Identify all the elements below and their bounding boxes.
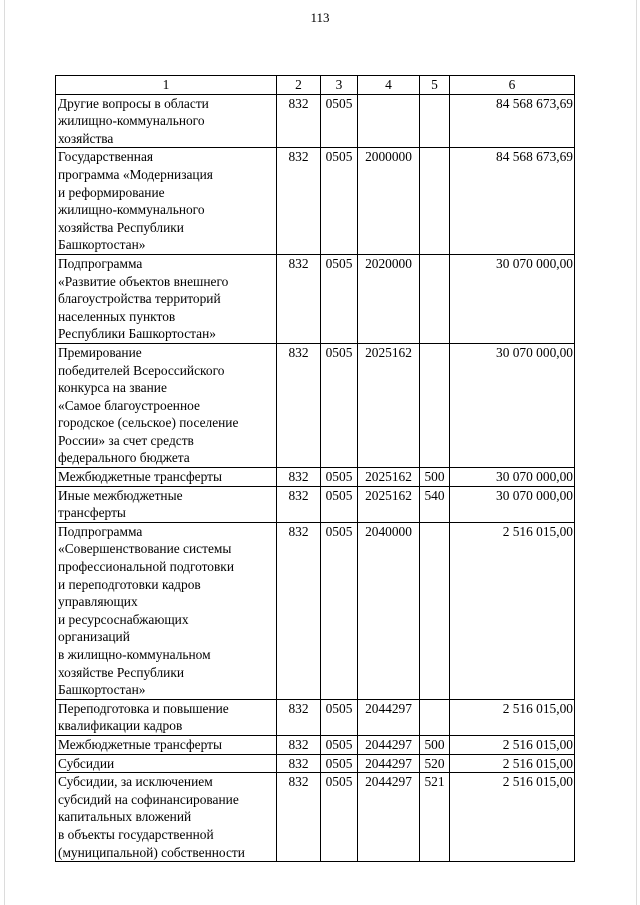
row-code-expense-type bbox=[420, 254, 450, 343]
row-amount: 2 516 015,00 bbox=[450, 754, 575, 773]
row-amount: 30 070 000,00 bbox=[450, 343, 575, 467]
row-code-ministry: 832 bbox=[277, 254, 321, 343]
row-code-section: 0505 bbox=[321, 754, 358, 773]
row-amount: 84 568 673,69 bbox=[450, 94, 575, 148]
row-code-section: 0505 bbox=[321, 522, 358, 699]
row-name: Государственная программа «Модернизация и реформирование жилищно-коммунального хозяйства Республики Башкортостан» bbox=[56, 148, 277, 255]
row-code-target: 2025162 bbox=[358, 468, 420, 487]
row-code-expense-type bbox=[420, 699, 450, 735]
header-col-5: 5 bbox=[420, 76, 450, 95]
row-code-section: 0505 bbox=[321, 148, 358, 255]
row-code-ministry: 832 bbox=[277, 468, 321, 487]
row-code-section: 0505 bbox=[321, 735, 358, 754]
row-code-expense-type: 540 bbox=[420, 486, 450, 522]
header-col-1: 1 bbox=[56, 76, 277, 95]
row-amount: 2 516 015,00 bbox=[450, 735, 575, 754]
row-code-section: 0505 bbox=[321, 254, 358, 343]
header-col-4: 4 bbox=[358, 76, 420, 95]
row-code-ministry: 832 bbox=[277, 735, 321, 754]
row-code-target: 2000000 bbox=[358, 148, 420, 255]
row-code-section: 0505 bbox=[321, 699, 358, 735]
table-row bbox=[56, 754, 575, 773]
header-col-6: 6 bbox=[450, 76, 575, 95]
row-code-section: 0505 bbox=[321, 773, 358, 862]
row-amount: 84 568 673,69 bbox=[450, 148, 575, 255]
row-code-target: 2044297 bbox=[358, 735, 420, 754]
header-col-2: 2 bbox=[277, 76, 321, 95]
row-code-expense-type bbox=[420, 94, 450, 148]
scan-edge-left bbox=[4, 0, 5, 905]
row-name: Межбюджетные трансферты bbox=[56, 735, 277, 754]
scan-edge-right bbox=[636, 0, 637, 905]
table-row bbox=[56, 522, 575, 699]
row-code-target: 2044297 bbox=[358, 773, 420, 862]
table-row bbox=[56, 94, 575, 148]
row-amount: 2 516 015,00 bbox=[450, 522, 575, 699]
row-code-ministry: 832 bbox=[277, 486, 321, 522]
row-code-expense-type: 500 bbox=[420, 468, 450, 487]
table-row bbox=[56, 343, 575, 467]
row-code-ministry: 832 bbox=[277, 94, 321, 148]
table-row bbox=[56, 254, 575, 343]
row-code-expense-type bbox=[420, 343, 450, 467]
table-row bbox=[56, 735, 575, 754]
row-code-ministry: 832 bbox=[277, 522, 321, 699]
table-row bbox=[56, 148, 575, 255]
row-amount: 30 070 000,00 bbox=[450, 254, 575, 343]
row-code-expense-type: 500 bbox=[420, 735, 450, 754]
row-code-expense-type bbox=[420, 148, 450, 255]
row-code-expense-type: 521 bbox=[420, 773, 450, 862]
row-amount: 2 516 015,00 bbox=[450, 773, 575, 862]
page-number: 113 bbox=[310, 10, 330, 25]
budget-table bbox=[55, 75, 575, 862]
row-amount: 2 516 015,00 bbox=[450, 699, 575, 735]
header-row bbox=[56, 76, 575, 95]
row-name: Субсидии, за исключением субсидий на софинансирование капитальных вложений в объекты государственной (муниципальной) собственности bbox=[56, 773, 277, 862]
row-code-section: 0505 bbox=[321, 343, 358, 467]
row-code-target bbox=[358, 94, 420, 148]
row-code-expense-type bbox=[420, 522, 450, 699]
row-code-expense-type: 520 bbox=[420, 754, 450, 773]
row-code-target: 2044297 bbox=[358, 699, 420, 735]
row-code-target: 2025162 bbox=[358, 343, 420, 467]
row-code-ministry: 832 bbox=[277, 699, 321, 735]
row-name: Переподготовка и повышение квалификации кадров bbox=[56, 699, 277, 735]
table-row bbox=[56, 486, 575, 522]
table-row bbox=[56, 468, 575, 487]
row-name: Подпрограмма «Развитие объектов внешнего благоустройства территорий населенных пунктов Республики Башкортостан» bbox=[56, 254, 277, 343]
row-amount: 30 070 000,00 bbox=[450, 468, 575, 487]
row-code-target: 2020000 bbox=[358, 254, 420, 343]
row-name: Другие вопросы в области жилищно-коммунального хозяйства bbox=[56, 94, 277, 148]
row-name: Подпрограмма «Совершенствование системы профессиональной подготовки и переподготовки кадров управляющих и ресурсоснабжающих организаций в жилищно-коммунальном хозяйстве Республики Башкортостан» bbox=[56, 522, 277, 699]
row-name: Иные межбюджетные трансферты bbox=[56, 486, 277, 522]
table-row bbox=[56, 699, 575, 735]
row-amount: 30 070 000,00 bbox=[450, 486, 575, 522]
header-col-3: 3 bbox=[321, 76, 358, 95]
row-name: Межбюджетные трансферты bbox=[56, 468, 277, 487]
row-code-section: 0505 bbox=[321, 94, 358, 148]
row-name: Субсидии bbox=[56, 754, 277, 773]
row-code-section: 0505 bbox=[321, 468, 358, 487]
row-code-target: 2040000 bbox=[358, 522, 420, 699]
row-name: Премирование победителей Всероссийского конкурса на звание «Самое благоустроенное городское (сельское) поселение России» за счет средств федерального бюджета bbox=[56, 343, 277, 467]
row-code-target: 2044297 bbox=[358, 754, 420, 773]
row-code-ministry: 832 bbox=[277, 754, 321, 773]
row-code-ministry: 832 bbox=[277, 343, 321, 467]
row-code-ministry: 832 bbox=[277, 148, 321, 255]
row-code-target: 2025162 bbox=[358, 486, 420, 522]
table-row bbox=[56, 773, 575, 862]
row-code-ministry: 832 bbox=[277, 773, 321, 862]
row-code-section: 0505 bbox=[321, 486, 358, 522]
